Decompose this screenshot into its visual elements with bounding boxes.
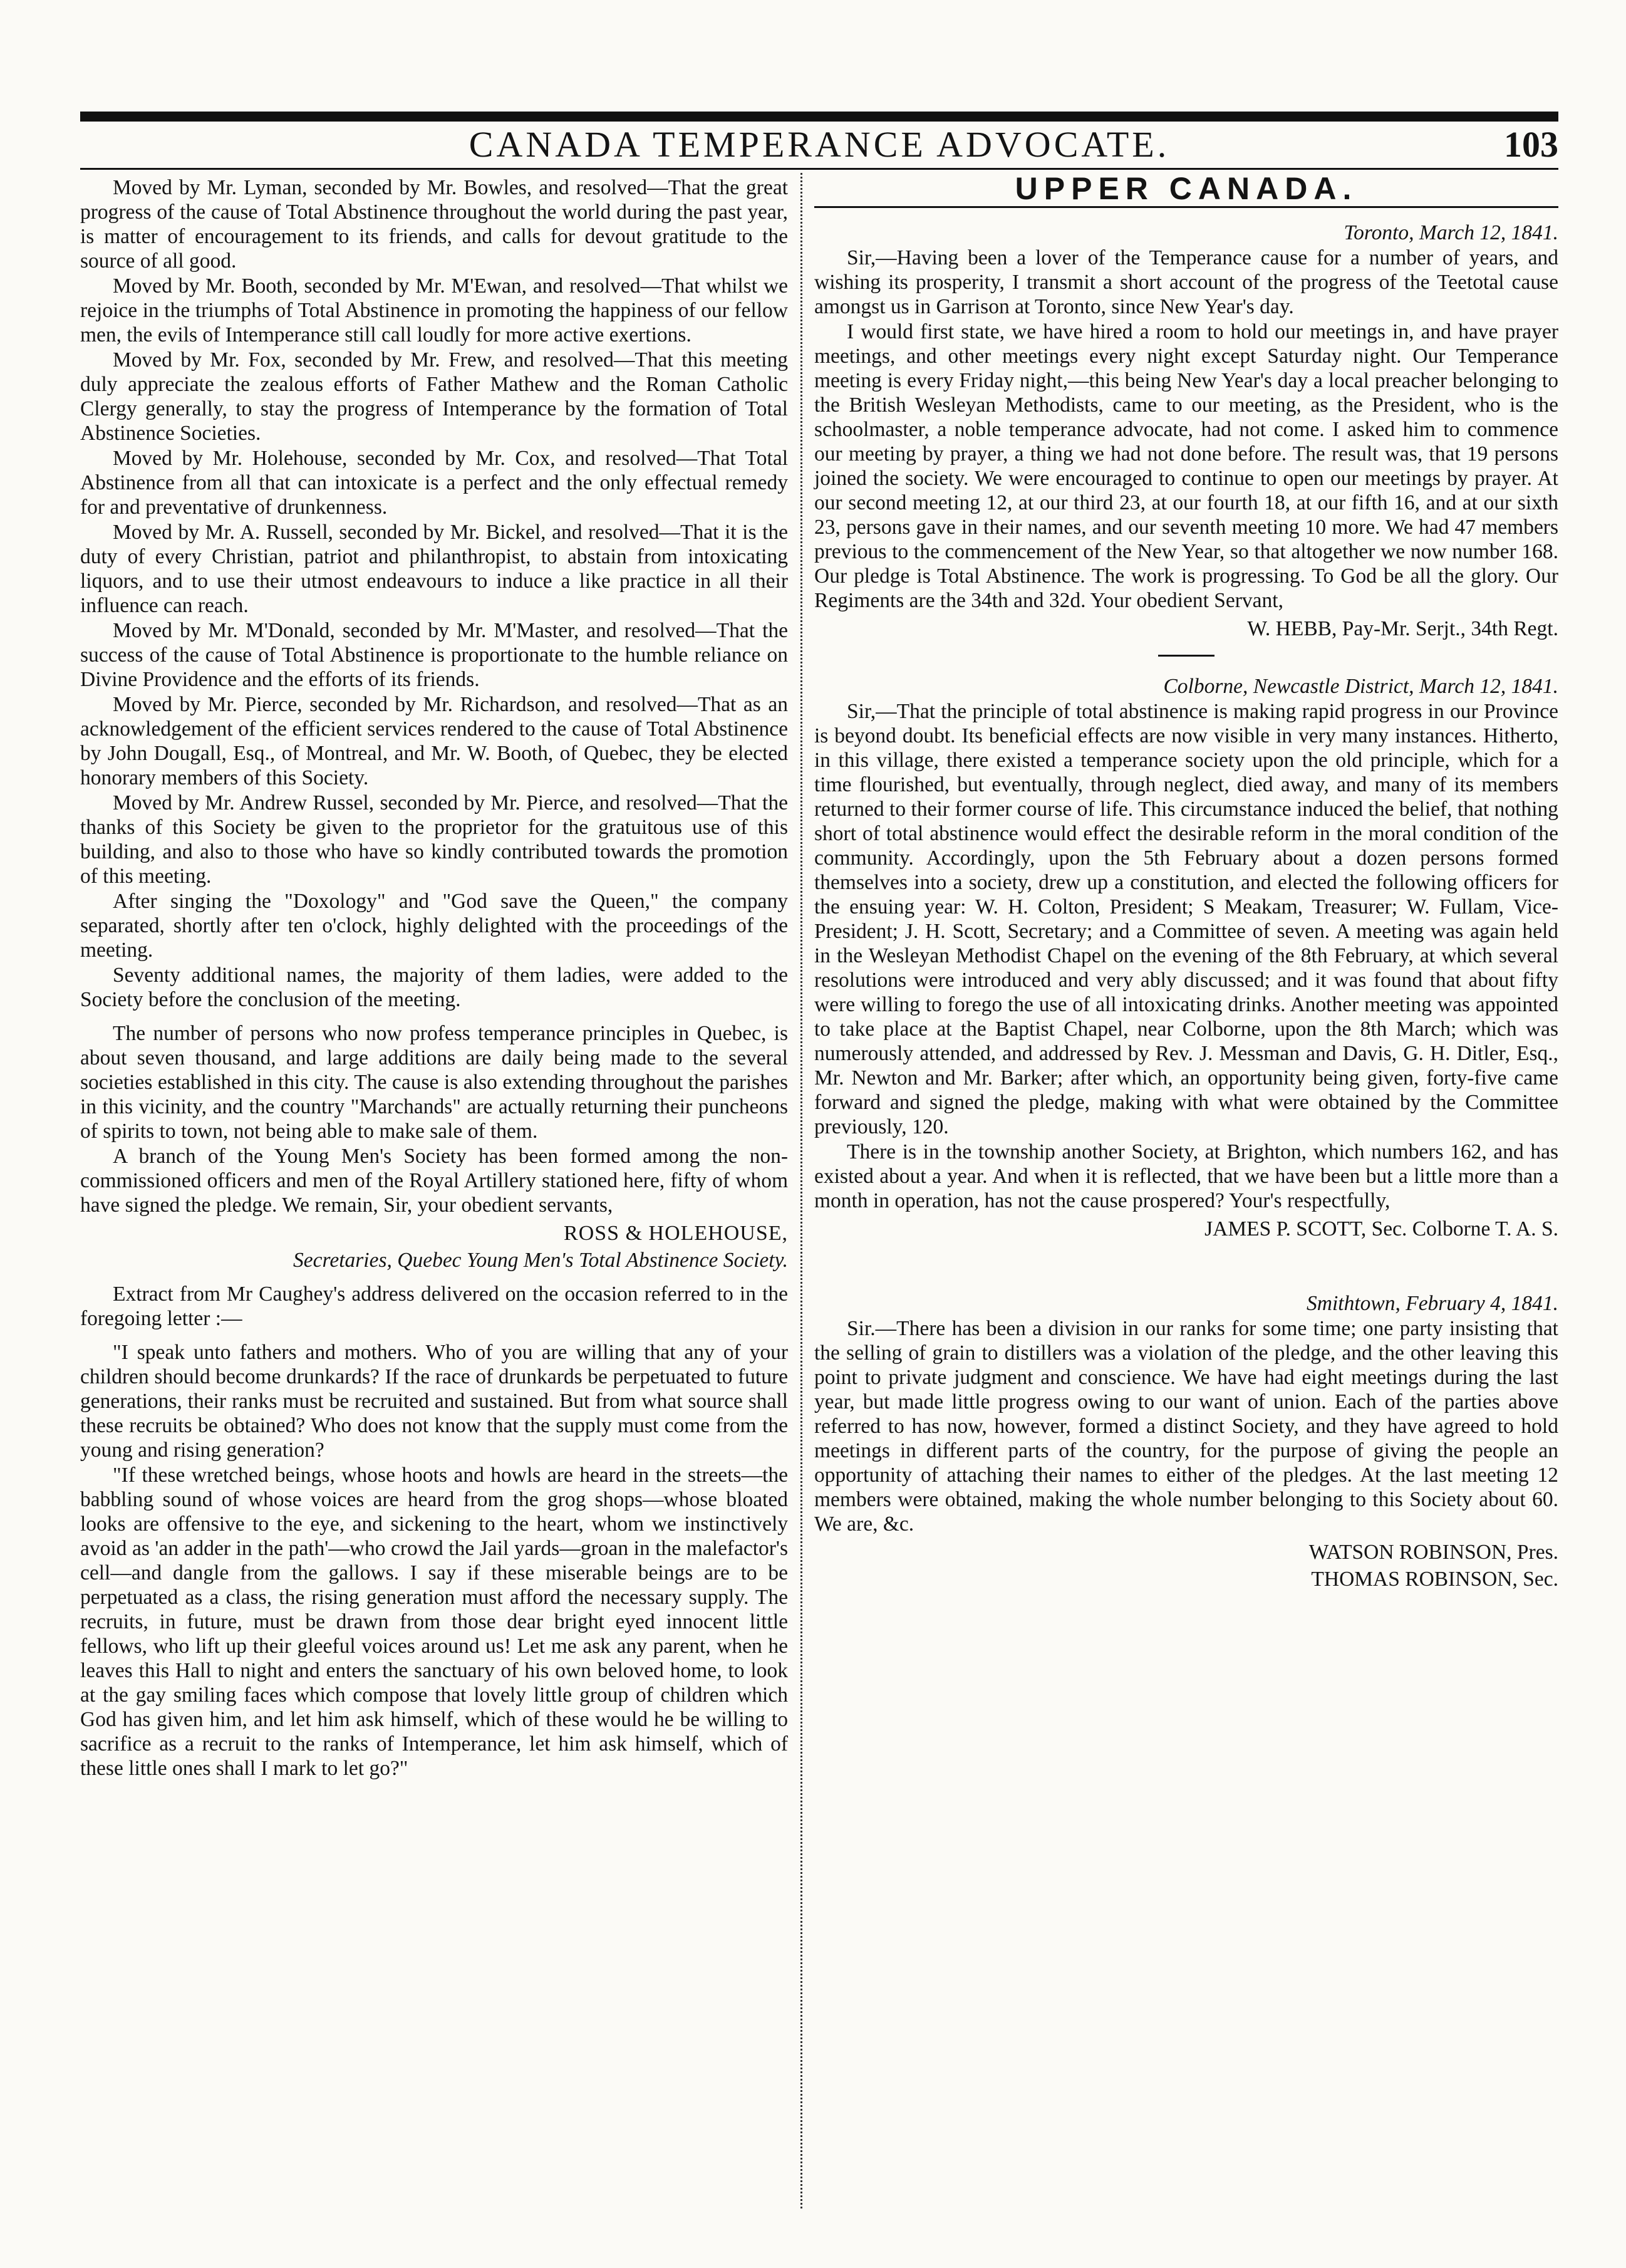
dateline: Toronto, March 12, 1841.: [1344, 221, 1558, 244]
letter-signature: JAMES P. SCOTT, Sec. Colborne T. A. S.: [1204, 1217, 1558, 1241]
letter-paragraph: Sir.—There has been a division in our ranks for some time; one party insisting that the selling of grain to distillers was a violation of the pledge, and the other leaving this point to private judgment and conscience. We have had eight meetings during the last year, but made little progress owing to our want of union. Each of the parties above referred to has now, however, formed a distinct Society, and they have agreed to hold meetings in different parts of the country, for the purpose of giving the people an opportunity of attaching their names to either of the pledges. At the last meeting 12 members were obtained, making the whole number belonging to this Society about 60. We are, &c.: [814, 1317, 1558, 1536]
extract-paragraph: "I speak unto fathers and mothers. Who of you are willing that any of your children should become drunkards? If the race of drunkards be perpetuated to future generations, their ranks must be recruited and sustained. But from what source shall these recruits be obtained? Who does not know that the supply must come from the young and rising generation?: [80, 1341, 788, 1462]
letter-signature: WATSON ROBINSON, Pres.: [1308, 1541, 1558, 1564]
quebec-signature: ROSS & HOLEHOUSE,: [564, 1222, 788, 1245]
masthead-title: CANADA TEMPERANCE ADVOCATE.: [469, 124, 1170, 165]
letter-signature: THOMAS ROBINSON, Sec.: [1311, 1568, 1558, 1591]
resolution: Moved by Mr. Pierce, seconded by Mr. Richardson, and resolved—That as an acknowledgement of the efficient services rendered to the cause of Total Abstinence by John Dougall, Esq., of Montreal, and Mr. W. Booth, of Quebec, they be elected honorary members of this Society.: [80, 693, 788, 789]
quebec-paragraph: The number of persons who now profess temperance principles in Quebec, is about seven thousand, and large additions are daily being made to the several societies established in this city. The cause is also extending throughout the parishes in this vicinity, and the country "Marchands" are actually returning their puncheons of spirits to town, not being able to make sale of them.: [80, 1022, 788, 1143]
top-rule: [80, 112, 1558, 122]
resolution: Moved by Mr. M'Donald, seconded by Mr. M'Master, and resolved—That the success of the cause of Total Abstinence is proportionate to the humble reliance on Divine Providence and the efforts of its friends.: [80, 619, 788, 691]
dateline: Smithtown, February 4, 1841.: [1307, 1292, 1558, 1315]
extract-paragraph: "If these wretched beings, whose hoots and howls are heard in the streets—the babbling sound of whose voices are heard from the grog shops—whose bloated looks are offensive to the eye, and sickening to the heart, whom we instinctively avoid as 'an adder in the path'—who crowd the Jail yards—groan in the malefactor's cell—and dangle from the gallows. I say if these miserable beings are to be perpetuated as a class, the rising generation must afford the necessary supply. The recruits, in future, must be drawn from those dear bright eyed innocent little fellows, who lift up their gleeful voices around us! Let me ask any parent, when he leaves this Hall to night and enters the sanctuary of his own beloved home, to look at the gay smiling faces which compose that lovely little group of children which God has given him, and let him ask himself, which of these would he be willing to sacrifice as a recruit to the ranks of Intemperance, let him ask himself, which of these little ones shall I mark to let go?": [80, 1464, 788, 1780]
column-divider: [800, 173, 802, 2208]
section-title: UPPER CANADA.: [1015, 171, 1358, 206]
section-rule: [814, 206, 1558, 208]
resolution: Moved by Mr. Andrew Russel, seconded by Mr. Pierce, and resolved—That the thanks of this Society be given to the proprietor for the gratuitous use of this building, and also to those who have so kindly contributed towards the promotion of this meeting.: [80, 791, 788, 888]
masthead: [80, 122, 1558, 167]
letter-paragraph: I would first state, we have hired a room to hold our meetings in, and have prayer meetings, and other meetings every night except Saturday night. Our Temperance meeting is every Friday night,—this being New Year's day a local preacher belonging to the British Wesleyan Methodists, came to our meeting, as the President, who is the schoolmaster, a noble temperance advocate, had not come. I asked him to commence our meeting by prayer, a thing we had not done before. The result was, that 19 persons joined the society. We were encouraged to continue to open our meetings by prayer. At our second meeting 12, at our third 23, at our fourth 18, at our fifth 16, and at our sixth 23, persons gave in their names, and our seventh meeting 10 more. We had 47 members previous to the commencement of the New Year, so that altogether we now number 168. Our pledge is Total Abstinence. The work is progressing. To God be all the glory. Our Regiments are the 34th and 32d. Your obedient Servant,: [814, 320, 1558, 612]
letter-paragraph: Sir,—That the principle of total abstinence is making rapid progress in our Province is beyond doubt. Its beneficial effects are now visible in very many instances. Hitherto, in this village, there existed a temperance society upon the old principle, which for a time flourished, but eventually, through neglect, died away, and many of its members returned to their former course of life. This circumstance induced the belief, that nothing short of total abstinence would effect the desirable reform in the moral condition of the community. Accordingly, upon the 5th February about a dozen persons formed themselves into a society, drew up a constitution, and elected the following officers for the ensuing year: W. H. Colton, President; S Meakam, Treasurer; W. Fullam, Vice-President; J. H. Scott, Secretary; and a Committee of seven. A meeting was again held in the Wesleyan Methodist Chapel on the evening of the 8th February, at which several resolutions were introduced and very ably discussed; and it was found that about fifty were willing to forego the use of all intoxicating drinks. Another meeting was appointed to take place at the Baptist Chapel, near Colborne, upon the 8th March; which was numerously attended, and addressed by Rev. J. Messman and Davis, G. H. Ditler, Esq., Mr. Newton and Mr. Barker; after which, an opportunity being given, forty-five came forward and signed the pledge, making with what were obtained by the Committee previously, 120.: [814, 700, 1558, 1138]
resolution: Moved by Mr. A. Russell, seconded by Mr. Bickel, and resolved—That it is the duty of every Christian, patriot and philanthropist, to abstain from intoxicating liquors, and to use their utmost endeavours to induce a like practice in all their influence can reach.: [80, 521, 788, 617]
letter-paragraph: Sir,—Having been a lover of the Temperance cause for a number of years, and wishing its prosperity, I transmit a short account of the progress of the Teetotal cause amongst us in Garrison at Toronto, since New Year's day.: [814, 246, 1558, 318]
right-column: [814, 171, 1558, 2218]
resolution: Moved by Mr. Holehouse, seconded by Mr. Cox, and resolved—That Total Abstinence from all that can intoxicate is a perfect and the only effectual remedy for and preventative of drunkenness.: [80, 447, 788, 519]
resolution: Moved by Mr. Fox, seconded by Mr. Frew, and resolved—That this meeting duly appreciate the zealous efforts of Father Mathew and the Roman Catholic Clergy generally, to stay the progress of Intemperance by the formation of Total Abstinence Societies.: [80, 348, 788, 445]
resolution: Seventy additional names, the majority of them ladies, were added to the Society before the conclusion of the meeting.: [80, 964, 788, 1011]
resolution: After singing the "Doxology" and "God save the Queen," the company separated, shortly after ten o'clock, highly delighted with the proceedings of the meeting.: [80, 890, 788, 962]
page-number: 103: [1504, 124, 1558, 165]
extract-intro: Extract from Mr Caughey's address delivered on the occasion referred to in the foregoing letter :—: [80, 1282, 788, 1330]
resolution: Moved by Mr. Booth, seconded by Mr. M'Ewan, and resolved—That whilst we rejoice in the triumphs of Total Abstinence in promoting the happiness of our fellow men, the evils of Intemperance still call loudly for more active exertions.: [80, 274, 788, 346]
masthead-rule: [80, 168, 1558, 170]
dateline: Colborne, Newcastle District, March 12, 1841.: [1163, 675, 1558, 698]
letter-paragraph: There is in the township another Society, at Brighton, which numbers 162, and has existed about a year. And when it is reflected, that we have been but a little more than a month in operation, has not the cause prospered? Your's respectfully,: [814, 1140, 1558, 1212]
letter-signature: W. HEBB, Pay-Mr. Serjt., 34th Regt.: [1247, 617, 1558, 640]
quebec-signature-sub: Secretaries, Quebec Young Men's Total Abstinence Society.: [293, 1249, 788, 1272]
separator-rule: [1158, 655, 1214, 657]
left-column: [80, 175, 788, 2218]
resolution: Moved by Mr. Lyman, seconded by Mr. Bowles, and resolved—That the great progress of the cause of Total Abstinence throughout the world during the past year, is matter of encouragement to its friends, and calls for devout gratitude to the source of all good.: [80, 176, 788, 273]
quebec-paragraph: A branch of the Young Men's Society has been formed among the non-commissioned officers and men of the Royal Artillery stationed here, fifty of whom have signed the pledge. We remain, Sir, your obedient servants,: [80, 1145, 788, 1217]
